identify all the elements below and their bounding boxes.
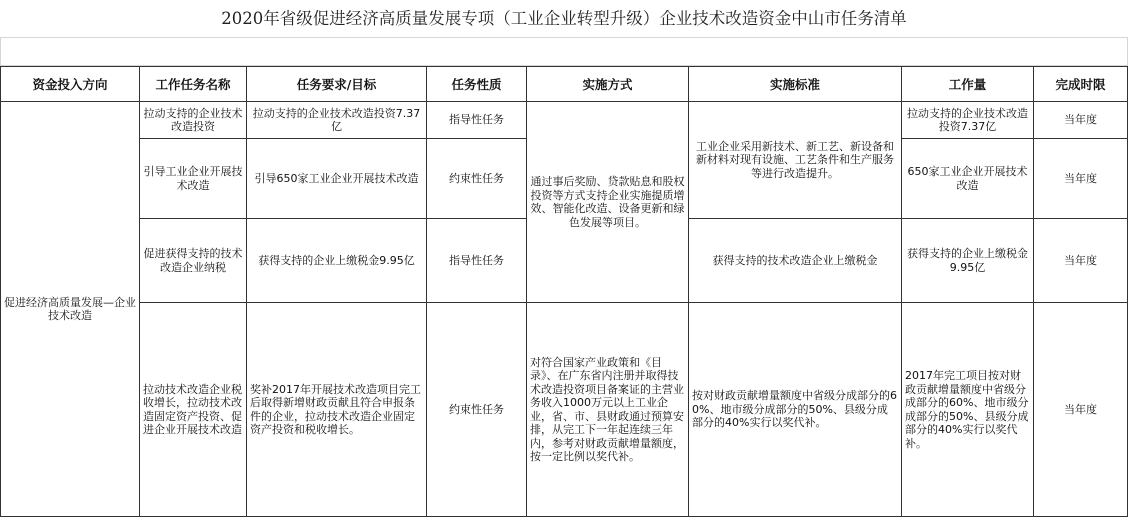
nature-cell: 约束性任务 <box>427 139 527 219</box>
method-cell-shared: 通过事后奖励、贷款贴息和股权投资等方式支持企业实施提质增效、智能化改造、设备更新和绿色发展等项目。 <box>527 102 689 303</box>
direction-cell: 促进经济高质量发展—企业技术改造 <box>1 102 140 517</box>
header-method: 实施方式 <box>527 67 689 102</box>
workload-cell: 650家工业企业开展技术改造 <box>902 139 1034 219</box>
deadline-cell: 当年度 <box>1034 303 1128 517</box>
standard-cell-shared: 工业企业采用新技术、新工艺、新设备和新材料对现有设施、工艺条件和生产服务等进行改造提升。 <box>689 102 902 219</box>
standard-cell: 获得支持的技术改造企业上缴税金 <box>689 219 902 303</box>
task-name-cell: 引导工业企业开展技术改造 <box>140 139 247 219</box>
header-task-name: 工作任务名称 <box>140 67 247 102</box>
task-name-cell: 拉动支持的企业技术改造投资 <box>140 102 247 139</box>
nature-cell: 指导性任务 <box>427 219 527 303</box>
header-nature: 任务性质 <box>427 67 527 102</box>
table-row <box>1 102 1128 139</box>
header-deadline: 完成时限 <box>1034 67 1128 102</box>
requirement-cell: 引导650家工业企业开展技术改造 <box>247 139 427 219</box>
deadline-cell: 当年度 <box>1034 139 1128 219</box>
header-workload: 工作量 <box>902 67 1034 102</box>
header-requirement: 任务要求/目标 <box>247 67 427 102</box>
task-name-cell: 拉动技术改造企业税收增长，拉动技术改造固定资产投资、促进企业开展技术改造 <box>140 303 247 517</box>
nature-cell: 指导性任务 <box>427 102 527 139</box>
page-title: 2020年省级促进经济高质量发展专项（工业企业转型升级）企业技术改造资金中山市任务清单 <box>221 9 907 28</box>
workload-cell: 获得支持的企业上缴税金9.95亿 <box>902 219 1034 303</box>
header-direction: 资金投入方向 <box>1 67 140 102</box>
requirement-cell: 奖补2017年开展技术改造项目完工后取得新增财政贡献且符合申报条件的企业，拉动技术改造企业固定资产投资和税收增长。 <box>247 303 427 517</box>
task-list-table <box>0 66 1128 517</box>
table-row <box>1 303 1128 517</box>
requirement-cell: 获得支持的企业上缴税金9.95亿 <box>247 219 427 303</box>
workload-cell: 2017年完工项目按对财政贡献增量额度中省级分成部分的60%、地市级分成部分的50%、县级分成部分的40%实行以奖代补。 <box>902 303 1034 517</box>
deadline-cell: 当年度 <box>1034 102 1128 139</box>
workload-cell: 拉动支持的企业技术改造投资7.37亿 <box>902 102 1034 139</box>
header-standard: 实施标准 <box>689 67 902 102</box>
requirement-cell: 拉动支持的企业技术改造投资7.37亿 <box>247 102 427 139</box>
sheet-gridline-left <box>0 37 1 66</box>
method-cell: 对符合国家产业政策和《目录》、在广东省内注册并取得技术改造投资项目备案证的主营业务收入1000万元以上工业企业，省、市、县财政通过预算安排，从完工下一年起连续三年内，参考对财政贡献增量额度，按一定比例以奖代补。 <box>527 303 689 517</box>
header-row <box>1 67 1128 102</box>
deadline-cell: 当年度 <box>1034 219 1128 303</box>
task-name-cell: 促进获得支持的技术改造企业纳税 <box>140 219 247 303</box>
nature-cell: 约束性任务 <box>427 303 527 517</box>
standard-cell: 按对财政贡献增量额度中省级分成部分的60%、地市级分成部分的50%、县级分成部分的40%实行以奖代补。 <box>689 303 902 517</box>
sheet-gridline-top <box>0 37 1128 38</box>
